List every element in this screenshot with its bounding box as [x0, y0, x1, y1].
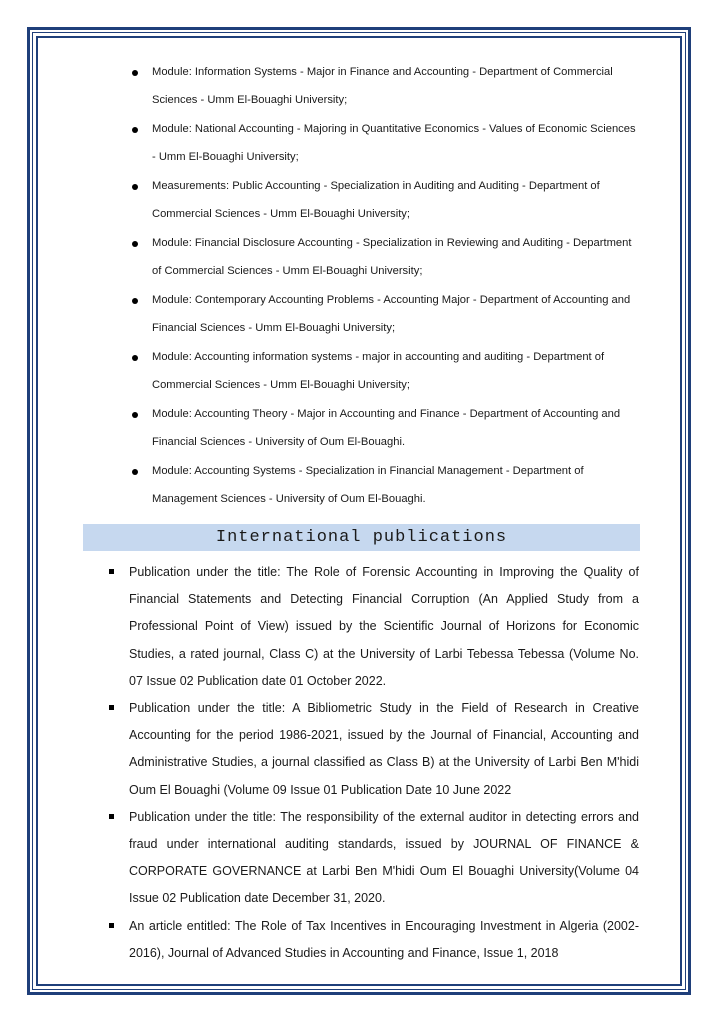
module-item	[132, 230, 642, 285]
module-text: Module: Contemporary Accounting Problems - Accounting Major - Department of Accounting and Financial Sciences - Umm El-Bouaghi University;	[152, 294, 631, 334]
round-bullet-icon	[132, 241, 138, 247]
module-text: Module: Accounting information systems - major in accounting and auditing - Department of Commercial Sciences - Umm El-Bouaghi University;	[152, 351, 605, 391]
square-bullet-icon	[109, 923, 114, 928]
square-bullet-icon	[109, 814, 114, 819]
module-text: Measurements: Public Accounting - Specialization in Auditing and Auditing - Department of Commercial Sciences - Umm El-Bouaghi University;	[152, 180, 600, 220]
module-item	[132, 173, 642, 228]
module-text: Module: National Accounting - Majoring in Quantitative Economics - Values of Economic Sciences - Umm El-Bouaghi University;	[152, 123, 636, 163]
publication-item	[107, 804, 639, 913]
publication-item	[107, 559, 639, 695]
module-text: Module: Accounting Theory - Major in Accounting and Finance - Department of Accounting and Financial Sciences - University of Oum El-Bouaghi.	[152, 408, 621, 448]
section-title: International publications	[83, 524, 640, 551]
module-item	[132, 458, 642, 513]
round-bullet-icon	[132, 127, 138, 133]
module-text: Module: Financial Disclosure Accounting - Specialization in Reviewing and Auditing - Department of Commercial Sciences - Umm El-Bouaghi University;	[152, 237, 632, 277]
module-item	[132, 401, 642, 456]
square-bullet-icon	[109, 705, 114, 710]
publication-text: Publication under the title: The Role of Forensic Accounting in Improving the Quality of Financial Statements and Detecting Financial Corruption (An Applied Study from a Professional Point of View) issued by the Scientific Journal of Horizons for Economic Studies, a rated journal, Class C) at the University of Larbi Tebessa Tebessa (Volume No. 07 Issue 02 Publication date 01 October 2022.	[129, 565, 639, 688]
square-bullet-icon	[109, 569, 114, 574]
round-bullet-icon	[132, 355, 138, 361]
page-content	[38, 38, 680, 984]
module-item	[132, 116, 642, 171]
round-bullet-icon	[132, 412, 138, 418]
round-bullet-icon	[132, 298, 138, 304]
publications-list	[107, 559, 639, 967]
publication-text: An article entitled: The Role of Tax Incentives in Encouraging Investment in Algeria (2002-2016), Journal of Advanced Studies in Accounting and Finance, Issue 1, 2018	[129, 918, 639, 960]
publication-item	[107, 695, 639, 804]
publication-item	[107, 913, 639, 967]
round-bullet-icon	[132, 184, 138, 190]
round-bullet-icon	[132, 469, 138, 475]
module-item	[132, 287, 642, 342]
module-item	[132, 59, 642, 114]
module-text: Module: Accounting Systems - Specialization in Financial Management - Department of Management Sciences - University of Oum El-Bouaghi.	[152, 465, 584, 505]
teaching-modules-list	[132, 59, 642, 515]
round-bullet-icon	[132, 70, 138, 76]
publication-text: Publication under the title: The responsibility of the external auditor in detecting errors and fraud under international auditing standards, issued by JOURNAL OF FINANCE & CORPORATE GOVERNANCE at Larbi Ben M'hidi Oum El Bouaghi University(Volume 04 Issue 02 Publication date December 31, 2020.	[129, 809, 639, 906]
module-item	[132, 344, 642, 399]
publication-text: Publication under the title: A Bibliometric Study in the Field of Research in Creative Accounting for the period 1986-2021, issued by the Journal of Financial, Accounting and Administrative Studies, a journal classified as Class B) at the University of Larbi Ben M'hidi Oum El Bouaghi (Volume 09 Issue 01 Publication Date 10 June 2022	[129, 701, 639, 797]
module-text: Module: Information Systems - Major in Finance and Accounting - Department of Commercial Sciences - Umm El-Bouaghi University;	[152, 66, 613, 106]
